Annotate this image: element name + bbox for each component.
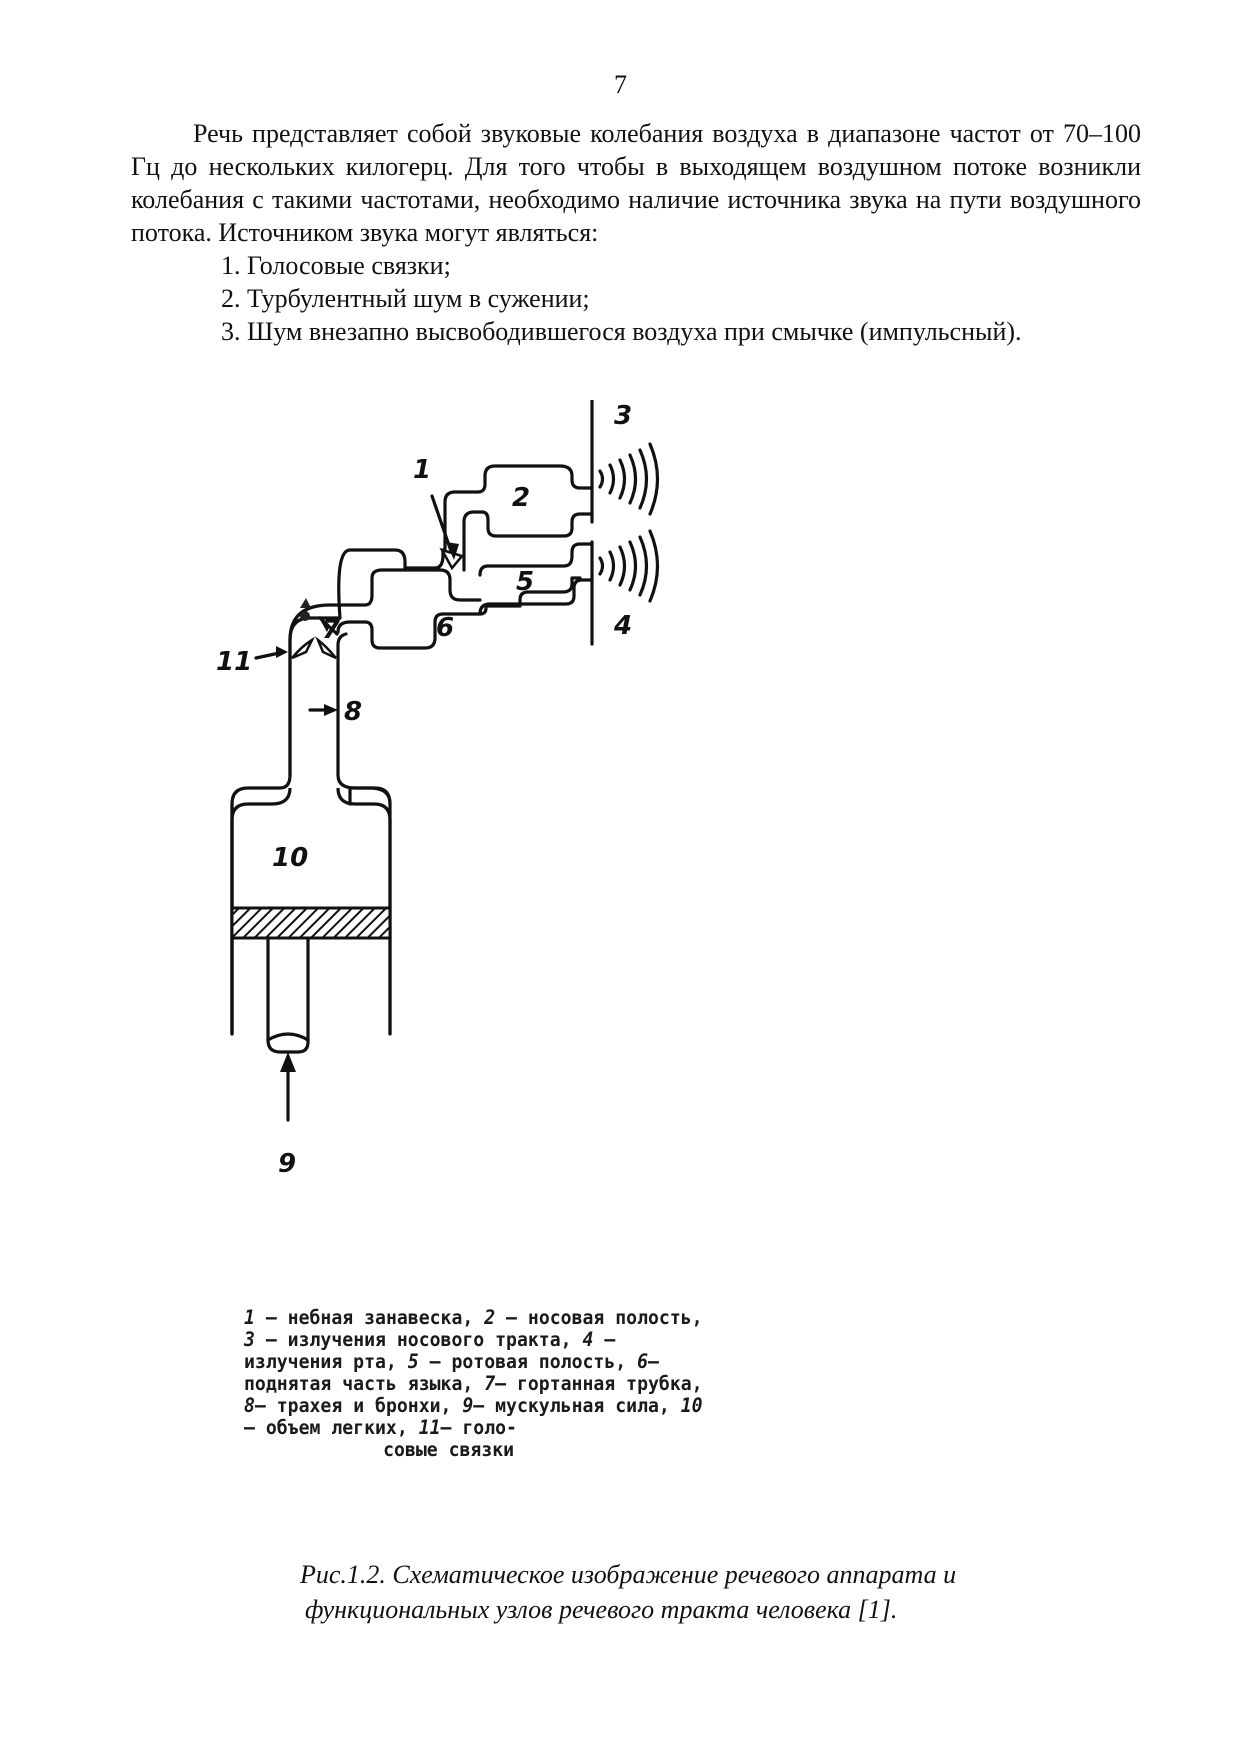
caption-line-2: функциональных узлов речевого тракта человека [1]. [305,1595,898,1624]
body-text [131,117,1141,348]
legend-num: 4 [582,1328,594,1351]
oral-sound-wave-6 [650,531,658,601]
label-1: 1 [413,455,432,485]
speech-apparatus-diagram [180,400,820,1200]
legend-num: 9 [462,1394,474,1417]
list-item: 3. Шум внезапно высвободившегося воздуха при смычке (импульсный). [221,317,1022,346]
legend-text: — носовая полость, [495,1306,703,1329]
label-2: 2 [512,483,531,513]
legend-text: — мускульная сила, [473,1394,681,1417]
legend-text: — небная занавеска, [254,1306,485,1329]
legend-text: — излучения рта, [244,1328,616,1373]
legend-text: — ротовая полость, [418,1350,638,1373]
figure-legend [244,1307,709,1461]
legend-num: 6 [637,1350,649,1373]
legend-text: — излучения носового тракта, [254,1328,583,1351]
arrow-11-head [276,646,288,658]
piston-stem-cap [268,1034,308,1040]
oral-sound-wave-1 [600,558,603,574]
label-8: 8 [344,697,363,727]
nasal-sound-wave-2 [610,465,614,493]
legend-num: 10 [680,1394,703,1417]
trachea-bottom-shoulder [338,775,390,804]
label-5: 5 [516,567,535,597]
legend-num: 11 [418,1416,441,1439]
legend-text: — трахея и бронхи, [254,1394,463,1417]
force-arrow-head [280,1052,296,1072]
label-6: 6 [436,613,455,643]
oral-sound-wave-2 [610,552,614,580]
legend-num: 1 [244,1306,255,1329]
legend-text: — голо- [440,1416,517,1439]
speech-apparatus-figure [180,400,820,1200]
legend-num: 2 [484,1306,496,1329]
label-10: 10 [272,843,309,873]
legend-num: 7 [484,1372,496,1395]
oral-lower-wall [338,578,580,648]
caption-line-1: Рис.1.2. Схематическое изображение речевого аппарата и [300,1560,957,1589]
legend-last-line: совые связки [383,1438,515,1461]
legend-num: 5 [407,1350,419,1373]
oral-sound-wave-5 [640,537,647,595]
legend-text: — объем легких, [244,1416,419,1439]
oral-cavity-lower [480,580,592,614]
nasal-sound-wave-6 [650,444,658,514]
label-9: 9 [278,1149,297,1179]
label-7: 7 [322,615,341,645]
nasal-sound-wave-3 [620,460,625,498]
list-item: 1. Голосовые связки; [221,251,451,280]
epiglottis-dot [300,611,310,621]
legend-num: 8 [244,1394,255,1417]
oral-sound-wave-3 [620,547,625,585]
figure-caption [300,1557,1100,1627]
epiglottis-top [300,598,311,608]
nasal-sound-wave-5 [640,450,647,508]
sound-sources-list [131,249,1141,348]
piston-plate [232,908,390,938]
intro-paragraph: Речь представляет собой звуковые колебания воздуха в диапазоне частот от 70–100 Гц до нескольких килогерц. Для того чтобы в выходящем воздушном потоке возникли колебания с такими частотами, необходимо наличие источника звука на пути воздушного потока. Источником звука могут являться: [131,119,1141,247]
oral-cavity-upper [480,544,592,575]
nasal-sound-wave-4 [630,455,636,503]
oral-sound-wave-4 [630,542,636,590]
page-number: 7 [614,70,627,99]
vocal-fold-left [292,640,312,658]
list-item: 2. Турбулентный шум в сужении; [221,284,590,313]
label-4: 4 [614,611,633,641]
nasal-sound-wave-1 [600,471,603,487]
label-11: 11 [216,647,253,677]
legend-text: — поднятая часть языка, [244,1350,659,1395]
label-3: 3 [614,401,633,431]
arrow-8-head [324,704,338,716]
legend-text: — гортанная трубка, [495,1372,703,1395]
legend-num: 3 [244,1328,255,1351]
